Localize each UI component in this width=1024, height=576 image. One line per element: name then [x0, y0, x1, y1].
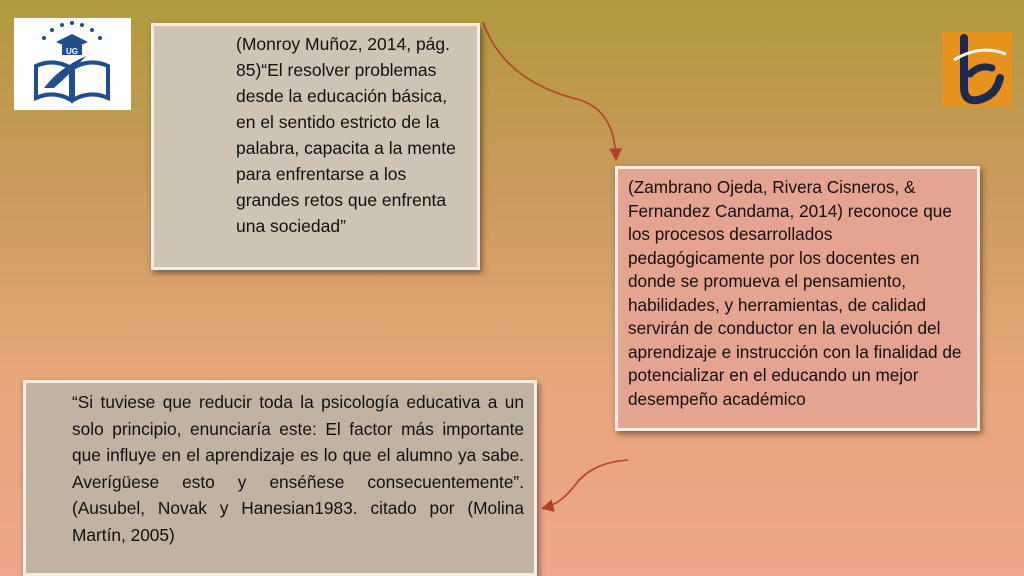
university-crest-logo — [14, 18, 131, 110]
university-crest-icon — [14, 18, 131, 110]
svg-text:UG: UG — [66, 47, 78, 56]
institution-logo — [940, 30, 1014, 108]
zambrano-quote-text: (Zambrano Ojeda, Rivera Cisneros, & Fernandez Candama, 2014) reconoce que los procesos desarrollados pedagógicamente por los docentes en donde se promueva el pensamiento, habilidades, y herramientas, de calidad servirán de conductor en la evolución del aprendizaje e instrucción con la finalidad de potencializar en el educando un mejor desempeño académico — [628, 177, 962, 409]
monroy-quote-box — [151, 23, 480, 270]
zambrano-quote-box — [615, 166, 980, 431]
institution-logo-icon — [940, 30, 1014, 108]
arrow-to-ausubel — [544, 460, 628, 508]
monroy-quote-text: (Monroy Muñoz, 2014, pág. 85)“El resolver problemas desde la educación básica, en el sentido estricto de la palabra, capacita a la mente para enfrentarse a los grandes retos que enfrenta una sociedad” — [236, 34, 456, 236]
ausubel-quote-box — [23, 380, 537, 576]
ausubel-quote-text: “Si tuviese que reducir toda la psicología educativa a un solo principio, enunciaría este: El factor más importante que influye en el aprendizaje es lo que el alumno ya sabe. Averígüese esto y enséñese consecuentemente”. (Ausubel, Novak y Hanesian1983. citado por (Molina Martín, 2005) — [72, 392, 524, 545]
arrow-to-zambrano — [483, 22, 616, 158]
